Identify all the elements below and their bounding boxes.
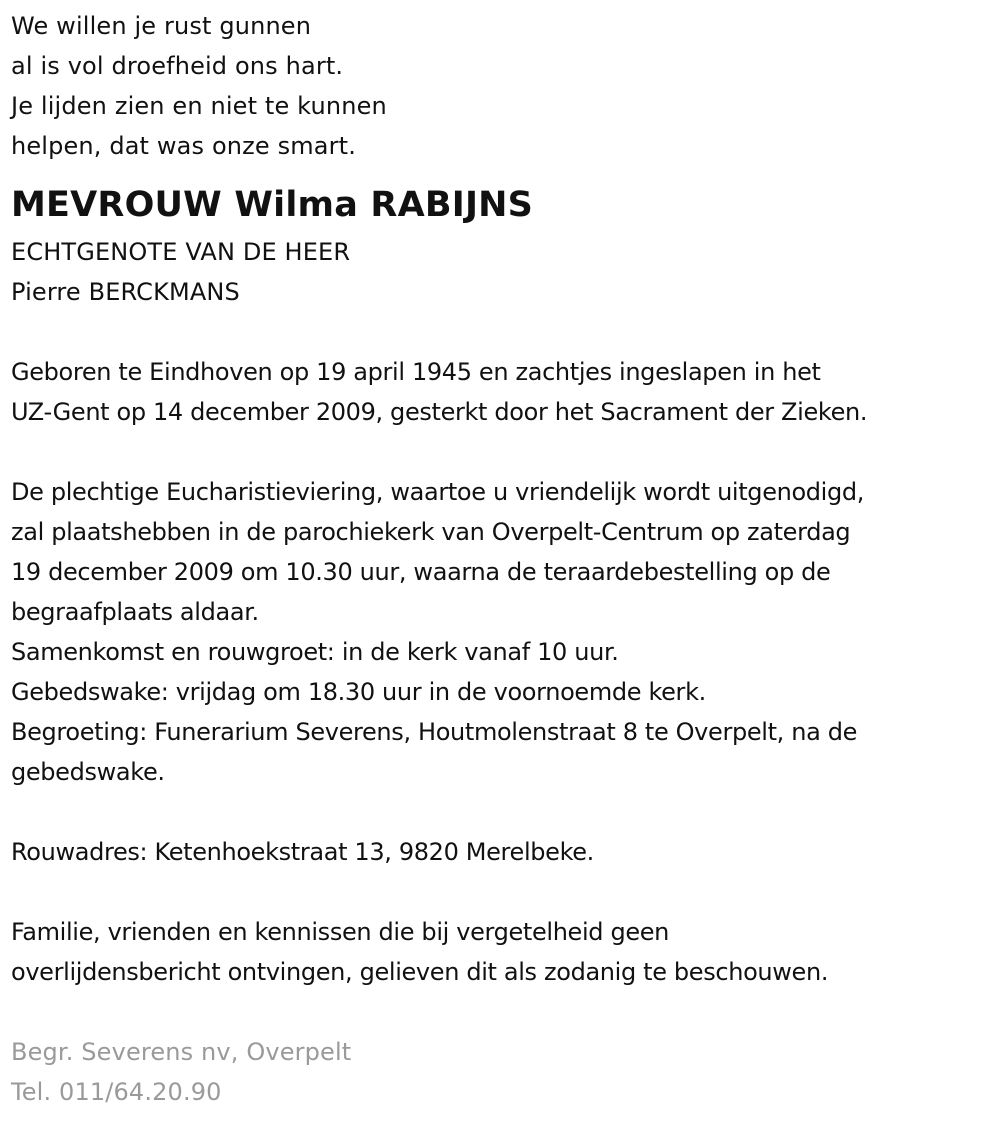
poem: [11, 6, 996, 166]
paragraph-line: De plechtige Eucharistieviering, waartoe u vriendelijk wordt uitgenodigd,: [11, 478, 865, 506]
obituary-notice: [11, 6, 996, 1112]
deceased-name: MEVROUW Wilma RABIJNS: [11, 185, 534, 225]
birth-death-paragraph: [11, 352, 996, 432]
poem-line: We willen je rust gunnen: [11, 12, 312, 40]
paragraph-line: Geboren te Eindhoven op 19 april 1945 en zachtjes ingeslapen in het: [11, 358, 821, 386]
ceremony-paragraph: [11, 472, 996, 792]
paragraph-line: Begroeting: Funerarium Severens, Houtmolenstraat 8 te Overpelt, na de: [11, 718, 858, 746]
paragraph-line: Samenkomst en rouwgroet: in de kerk vanaf 10 uur.: [11, 638, 619, 666]
undertaker-info: [11, 1032, 996, 1112]
paragraph-line: zal plaatshebben in de parochiekerk van Overpelt-Centrum op zaterdag: [11, 518, 851, 546]
paragraph-line: UZ-Gent op 14 december 2009, gesterkt door het Sacrament der Zieken.: [11, 398, 868, 426]
notice-paragraph: [11, 912, 996, 992]
poem-line: helpen, dat was onze smart.: [11, 132, 356, 160]
relation-label: ECHTGENOTE VAN DE HEER: [11, 238, 351, 266]
paragraph-line: Gebedswake: vrijdag om 18.30 uur in de voornoemde kerk.: [11, 678, 706, 706]
undertaker-name: Begr. Severens nv, Overpelt: [11, 1038, 352, 1066]
undertaker-phone: Tel. 011/64.20.90: [11, 1078, 222, 1106]
paragraph-line: gebedswake.: [11, 758, 165, 786]
paragraph-line: begraafplaats aldaar.: [11, 598, 259, 626]
paragraph-line: Familie, vrienden en kennissen die bij vergetelheid geen: [11, 918, 670, 946]
poem-line: Je lijden zien en niet te kunnen: [11, 92, 387, 120]
paragraph-line: 19 december 2009 om 10.30 uur, waarna de teraardebestelling op de: [11, 558, 831, 586]
spouse-name: Pierre BERCKMANS: [11, 278, 240, 306]
poem-line: al is vol droefheid ons hart.: [11, 52, 344, 80]
paragraph-line: overlijdensbericht ontvingen, gelieven dit als zodanig te beschouwen.: [11, 958, 829, 986]
mourning-address: Rouwadres: Ketenhoekstraat 13, 9820 Merelbeke.: [11, 838, 594, 866]
